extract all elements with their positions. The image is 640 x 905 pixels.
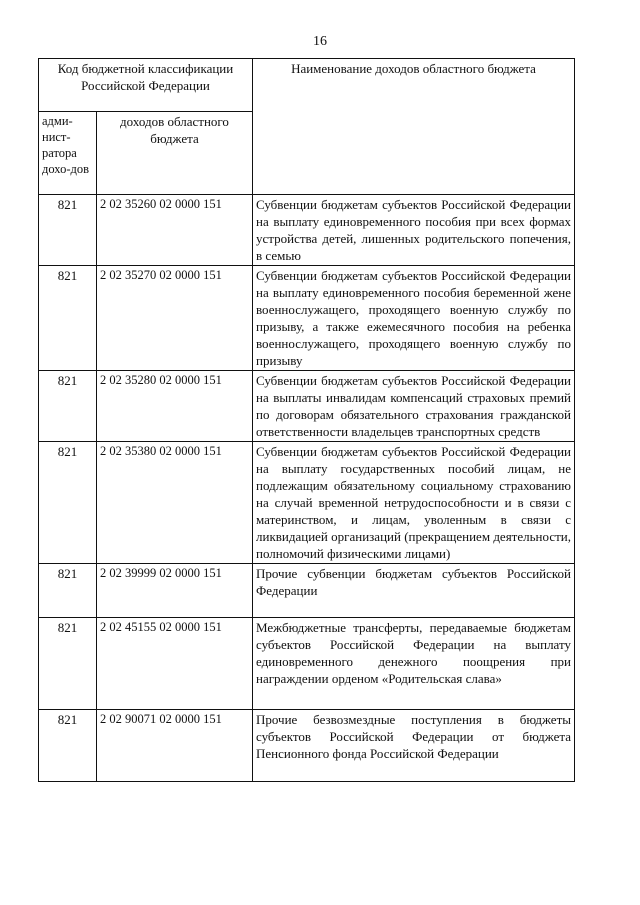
page-number: 16 [313, 34, 327, 49]
row-admin-code: 821 [39, 710, 97, 782]
table-row [39, 266, 575, 371]
row-budget-code: 2 02 35270 02 0000 151 [97, 266, 253, 371]
row-name: Субвенции бюджетам субъектов Российской Федерации на выплату государственных пособий лицам, не подлежащим обязательному социальному страхованию на случай временной нетрудоспособности и в связи с материнством, и лицам, уволенным в связи с ликвидацией организаций (прекращением деятельности, полномочий физическими лицами) [253, 442, 575, 564]
table-row [39, 564, 575, 618]
table-row [39, 371, 575, 442]
row-name: Межбюджетные трансферты, передаваемые бюджетам субъектов Российской Федерации на выплату единовременного денежного поощрения при награждении орденом «Родительская слава» [253, 618, 575, 710]
row-admin-code: 821 [39, 266, 97, 371]
row-name: Субвенции бюджетам субъектов Российской Федерации на выплату единовременного пособия беременной жене военнослужащего, проходящего военную службу по призыву, а также ежемесячного пособия на ребенка военнослужащего, проходящего военную службу по призыву [253, 266, 575, 371]
row-admin-code: 821 [39, 564, 97, 618]
row-budget-code: 2 02 45155 02 0000 151 [97, 618, 253, 710]
table-row [39, 618, 575, 710]
row-admin-code: 821 [39, 371, 97, 442]
header-name: Наименование доходов областного бюджета [253, 59, 575, 195]
table-row [39, 195, 575, 266]
row-name: Субвенции бюджетам субъектов Российской Федерации на выплату единовременного пособия при всех формах устройства детей, лишенных родительского попечения, в семью [253, 195, 575, 266]
row-budget-code: 2 02 35260 02 0000 151 [97, 195, 253, 266]
row-budget-code: 2 02 35380 02 0000 151 [97, 442, 253, 564]
row-admin-code: 821 [39, 442, 97, 564]
row-admin-code: 821 [39, 618, 97, 710]
table-row [39, 442, 575, 564]
header-administrator: адми-нист-ратора дохо-дов [39, 112, 97, 195]
header-row-1 [39, 59, 575, 112]
budget-revenue-table [38, 58, 575, 782]
header-code-group: Код бюджетной классификации Российской Федерации [39, 59, 253, 112]
row-budget-code: 2 02 90071 02 0000 151 [97, 710, 253, 782]
table-row [39, 710, 575, 782]
row-name: Прочие безвозмездные поступления в бюджеты субъектов Российской Федерации от бюджета Пенсионного фонда Российской Федерации [253, 710, 575, 782]
row-admin-code: 821 [39, 195, 97, 266]
row-name: Субвенции бюджетам субъектов Российской Федерации на выплаты инвалидам компенсаций страховых премий по договорам обязательного страхования гражданской ответственности владельцев транспортных средств [253, 371, 575, 442]
row-name: Прочие субвенции бюджетам субъектов Российской Федерации [253, 564, 575, 618]
header-revenue: доходов областного бюджета [97, 112, 253, 195]
row-budget-code: 2 02 35280 02 0000 151 [97, 371, 253, 442]
row-budget-code: 2 02 39999 02 0000 151 [97, 564, 253, 618]
